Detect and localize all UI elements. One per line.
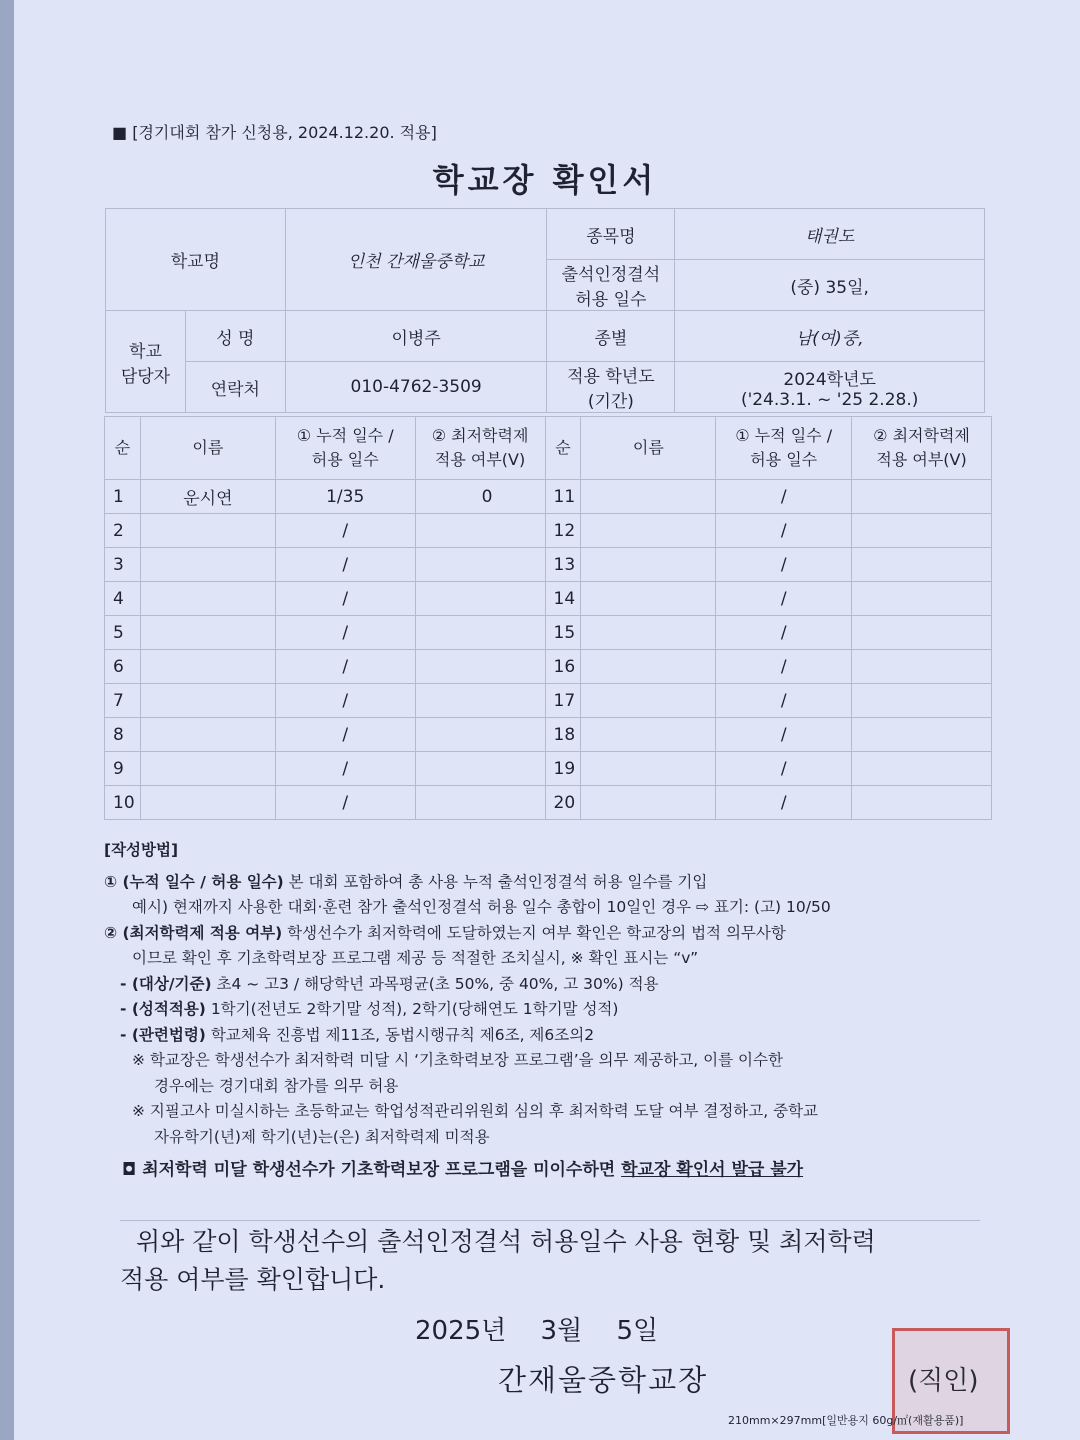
cell-days: /	[275, 514, 415, 548]
cell-no: 9	[105, 752, 141, 786]
cell-min	[415, 752, 545, 786]
seal-label: (직인)	[908, 1366, 979, 1396]
attendance-table	[104, 416, 992, 820]
cell-name	[581, 650, 716, 684]
table-row	[105, 616, 992, 650]
cell-min	[415, 684, 545, 718]
cell-no: 16	[545, 650, 581, 684]
sport-value: 태권도	[675, 209, 985, 260]
cell-name	[140, 718, 275, 752]
year-label: 적용 학년도 (기간)	[547, 362, 675, 413]
cell-name	[140, 582, 275, 616]
instruction-2-cont: 이므로 확인 후 기초학력보장 프로그램 제공 등 적절한 조치실시, ※ 확인 표시는 “v”	[132, 949, 699, 967]
cell-days: /	[716, 786, 852, 820]
type-label: 종별	[547, 311, 675, 362]
cell-min	[852, 582, 992, 616]
cell-name	[581, 616, 716, 650]
instructions	[104, 838, 994, 1184]
bullet-law: - (관련법령) 학교체육 진흥법 제11조, 동법시행규칙 제6조, 제6조의2	[120, 1025, 595, 1044]
cell-name	[140, 684, 275, 718]
cell-name	[581, 480, 716, 514]
header-note: ■ [경기대회 참가 신청용, 2024.12.20. 적용]	[112, 123, 437, 142]
cell-no: 13	[545, 548, 581, 582]
table-row	[105, 480, 992, 514]
note-2: ※ 지필고사 미실시하는 초등학교는 학업성적관리위원회 심의 후 최저학력 도달 여부 결정하고, 중학교	[132, 1102, 819, 1120]
cell-days: /	[716, 548, 852, 582]
type-value: 남(여)중,	[675, 311, 985, 362]
cell-name	[140, 548, 275, 582]
cell-min	[415, 582, 545, 616]
cell-name	[581, 718, 716, 752]
header-no: 순	[545, 417, 581, 480]
cell-min	[852, 752, 992, 786]
table-row	[105, 786, 992, 820]
year-value: 2024학년도 ('24.3.1. ~ '25 2.28.)	[675, 362, 985, 413]
cell-days: /	[716, 616, 852, 650]
cell-no: 12	[545, 514, 581, 548]
note-1: ※ 학교장은 학생선수가 최저학력 미달 시 ‘기초학력보장 프로그램’을 의무 제공하고, 이를 이수한	[132, 1051, 783, 1069]
table-row	[105, 718, 992, 752]
instruction-1: ① (누적 일수 / 허용 일수) 본 대회 포함하여 총 사용 누적 출석인정결석 허용 일수를 기입	[104, 872, 708, 891]
school-label: 학교명	[106, 209, 286, 311]
cell-name	[140, 616, 275, 650]
cell-name	[140, 786, 275, 820]
header-min: ② 최저학력제 적용 여부(V)	[415, 417, 545, 480]
cell-min	[415, 514, 545, 548]
cell-min	[415, 548, 545, 582]
cell-name	[581, 514, 716, 548]
contact-label: 연락처	[185, 362, 285, 413]
cell-days: /	[275, 752, 415, 786]
table-row	[105, 548, 992, 582]
header-min: ② 최저학력제 적용 여부(V)	[852, 417, 992, 480]
cell-min	[852, 616, 992, 650]
instruction-2: ② (최저학력제 적용 여부) 학생선수가 최저학력에 도달하였는지 여부 확인은 학교장의 법적 의무사항	[104, 923, 786, 942]
header-no: 순	[105, 417, 141, 480]
cell-days: /	[275, 548, 415, 582]
cell-min	[415, 718, 545, 752]
cell-min: 0	[415, 480, 545, 514]
cell-no: 2	[105, 514, 141, 548]
cell-min	[415, 616, 545, 650]
final-note: ◘ 최저학력 미달 학생선수가 기초학력보장 프로그램을 미이수하면 학교장 확인서 발급 불가	[122, 1160, 804, 1180]
cell-name	[581, 752, 716, 786]
sport-label: 종목명	[547, 209, 675, 260]
cell-days: /	[716, 752, 852, 786]
name-value: 이병주	[285, 311, 547, 362]
cell-name	[581, 582, 716, 616]
header-days: ① 누적 일수 / 허용 일수	[716, 417, 852, 480]
cell-no: 15	[545, 616, 581, 650]
cell-min	[852, 684, 992, 718]
info-table	[105, 208, 985, 413]
name-label: 성 명	[185, 311, 285, 362]
bullet-target: - (대상/기준) 초4 ~ 고3 / 해당학년 과목평균(초 50%, 중 40%, 고 30%) 적용	[120, 974, 659, 993]
cell-days: /	[716, 480, 852, 514]
cell-name	[581, 684, 716, 718]
issue-date: 2025년 3월 5일	[415, 1316, 659, 1346]
table-row	[105, 650, 992, 684]
cell-no: 3	[105, 548, 141, 582]
bullet-grades: - (성적적용) 1학기(전년도 2학기말 성적), 2학기(당해연도 1학기말 성적)	[120, 1000, 619, 1018]
cell-days: /	[275, 786, 415, 820]
cell-no: 8	[105, 718, 141, 752]
cell-min	[415, 786, 545, 820]
header-name: 이름	[140, 417, 275, 480]
cell-days: /	[275, 684, 415, 718]
absence-label: 출석인정결석 허용 일수	[547, 260, 675, 311]
cell-no: 18	[545, 718, 581, 752]
cell-days: 1/35	[275, 480, 415, 514]
cell-name	[140, 514, 275, 548]
cell-min	[852, 514, 992, 548]
cell-no: 17	[545, 684, 581, 718]
cell-days: /	[275, 650, 415, 684]
cell-name	[140, 752, 275, 786]
cell-no: 11	[545, 480, 581, 514]
cell-min	[852, 718, 992, 752]
cell-no: 6	[105, 650, 141, 684]
cell-min	[415, 650, 545, 684]
cell-no: 14	[545, 582, 581, 616]
cell-no: 19	[545, 752, 581, 786]
cell-days: /	[716, 650, 852, 684]
cell-no: 7	[105, 684, 141, 718]
cell-min	[852, 548, 992, 582]
cell-no: 20	[545, 786, 581, 820]
confirmation-text: 위와 같이 학생선수의 출석인정결석 허용일수 사용 현황 및 최저학력 적용 여부를 확인합니다.	[120, 1220, 980, 1299]
manager-label: 학교 담당자	[106, 311, 186, 413]
paper-spec-footer: 210mm×297mm[일반용지 60g/㎡(재활용품)]	[728, 1414, 964, 1427]
cell-days: /	[716, 582, 852, 616]
cell-name	[581, 548, 716, 582]
header-name: 이름	[581, 417, 716, 480]
table-row	[105, 684, 992, 718]
cell-days: /	[716, 684, 852, 718]
note-2-cont: 자유학기(년)제 학기(년)는(은) 최저학력제 미적용	[154, 1127, 490, 1146]
contact-value: 010-4762-3509	[285, 362, 547, 413]
cell-min	[852, 650, 992, 684]
cell-no: 4	[105, 582, 141, 616]
cell-days: /	[716, 718, 852, 752]
cell-name	[581, 786, 716, 820]
cell-no: 1	[105, 480, 141, 514]
instruction-1-example: 예시) 현재까지 사용한 대회·훈련 참가 출석인정결석 허용 일수 총합이 10일인 경우 ⇨ 표기: (고) 10/50	[132, 898, 831, 916]
cell-name	[140, 650, 275, 684]
cell-no: 10	[105, 786, 141, 820]
cell-min	[852, 786, 992, 820]
table-row	[105, 582, 992, 616]
cell-name: 운시연	[140, 480, 275, 514]
instructions-heading: [작성방법]	[104, 841, 179, 859]
absence-value: (중) 35일,	[675, 260, 985, 311]
cell-days: /	[275, 582, 415, 616]
cell-min	[852, 480, 992, 514]
note-1-cont: 경우에는 경기대회 참가를 의무 허용	[154, 1076, 399, 1095]
cell-days: /	[275, 616, 415, 650]
cell-no: 5	[105, 616, 141, 650]
document-title: 학교장 확인서	[432, 161, 658, 199]
table-row	[105, 752, 992, 786]
cell-days: /	[716, 514, 852, 548]
header-days: ① 누적 일수 / 허용 일수	[275, 417, 415, 480]
cell-days: /	[275, 718, 415, 752]
school-value: 인천 간재울중학교	[285, 209, 547, 311]
table-row	[105, 514, 992, 548]
principal-name: 간재울중학교장	[498, 1363, 709, 1397]
